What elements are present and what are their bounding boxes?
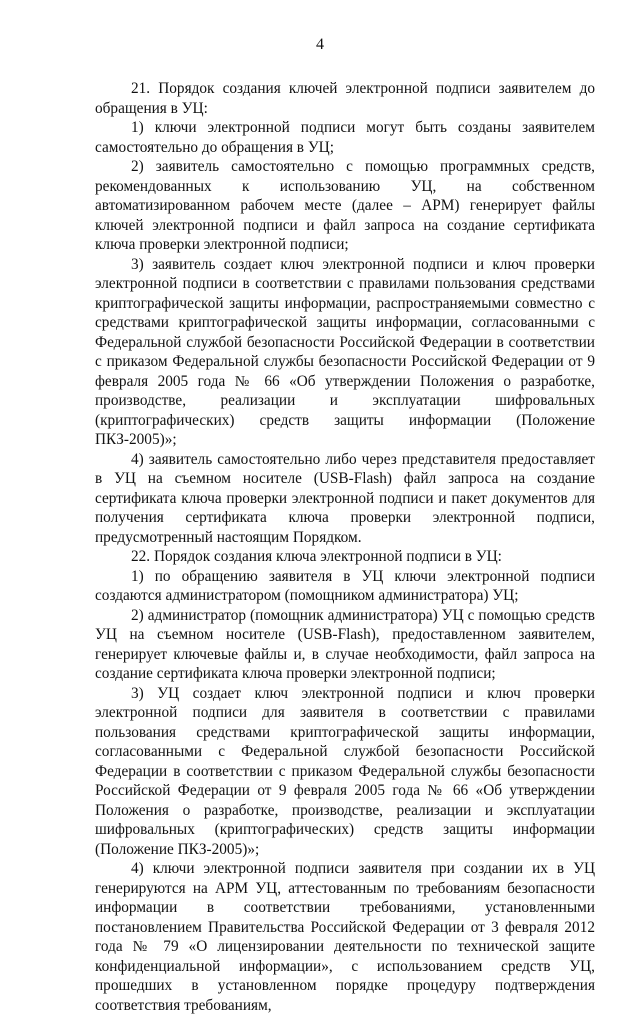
document-body xyxy=(95,79,595,1015)
paragraph-22-item-3: 3) УЦ создает ключ электронной подписи и ключ проверки электронной подписи для заявителя в соответствии с правилами пользования средствами криптографической защиты информации, согласованными с Федеральной службой безопасности Российской Федерации в соответствии с приказом Федеральной службы безопасности Российской Федерации от 9 февраля 2005 года № 66 «Об утверждении Положения о разработке, производстве, реализации и эксплуатации шифровальных (криптографических) средств защиты информации (Положение ПКЗ-2005)»; xyxy=(95,684,595,858)
paragraph-22-item-4: 4) ключи электронной подписи заявителя при создании их в УЦ генерируются на АРМ УЦ, аттестованным по требованиям безопасности информации в соответствии требованиями, установленными постановлением Правительства Российской Федерации от 3 февраля 2012 года № 79 «О лицензировании деятельности по технической защите конфиденциальной информации», с использованием средств УЦ, прошедших в установленном порядке процедуру подтверждения соответствия требованиям, xyxy=(95,860,595,1014)
paragraph-21-item-2: 2) заявитель самостоятельно с помощью программных средств, рекомендованных к использованию УЦ, на собственном автоматизированном рабочем месте (далее – АРМ) генерирует файлы ключей электронной подписи и файл запроса на создание сертификата ключа проверки электронной подписи; xyxy=(95,158,595,253)
paragraph-21-item-3: 3) заявитель создает ключ электронной подписи и ключ проверки электронной подписи в соответствии с правилами пользования средствами криптографической защиты информации, распространяемыми совместно с средствами криптографической защиты информации, согласованными с Федеральной службой безопасности Российской Федерации в соответствии с приказом Федеральной службы безопасности Российской Федерации от 9 февраля 2005 года № 66 «Об утверждении Положения о разработке, производстве, реализации и эксплуатации шифровальных (криптографических) средств защиты информации (Положение ПКЗ-2005)»; xyxy=(95,255,595,448)
paragraph-22-item-1: 1) по обращению заявителя в УЦ ключи электронной подписи создаются администратором (помощником администратора) УЦ; xyxy=(95,567,595,604)
paragraph-21-heading: 21. Порядок создания ключей электронной подписи заявителем до обращения в УЦ: xyxy=(95,80,595,117)
paragraph-22-heading: 22. Порядок создания ключа электронной подписи в УЦ: xyxy=(131,548,502,565)
paragraph-22-item-2: 2) администратор (помощник администратора) УЦ с помощью средств УЦ на съемном носителе (USB-Flash), предоставленном заявителем, генерирует ключевые файлы и, в случае необходимости, файл запроса на создание сертификата ключа проверки электронной подписи; xyxy=(95,606,595,682)
page-number: 4 xyxy=(316,36,324,53)
paragraph-21-item-1: 1) ключи электронной подписи могут быть созданы заявителем самостоятельно до обращения в УЦ; xyxy=(95,119,595,156)
paragraph-21-item-4: 4) заявитель самостоятельно либо через представителя предоставляет в УЦ на съемном носителе (USB-Flash) файл запроса на создание сертификата ключа проверки электронной подписи и пакет документов для получения сертификата ключа проверки электронной подписи, предусмотренный настоящим Порядком. xyxy=(95,450,595,546)
